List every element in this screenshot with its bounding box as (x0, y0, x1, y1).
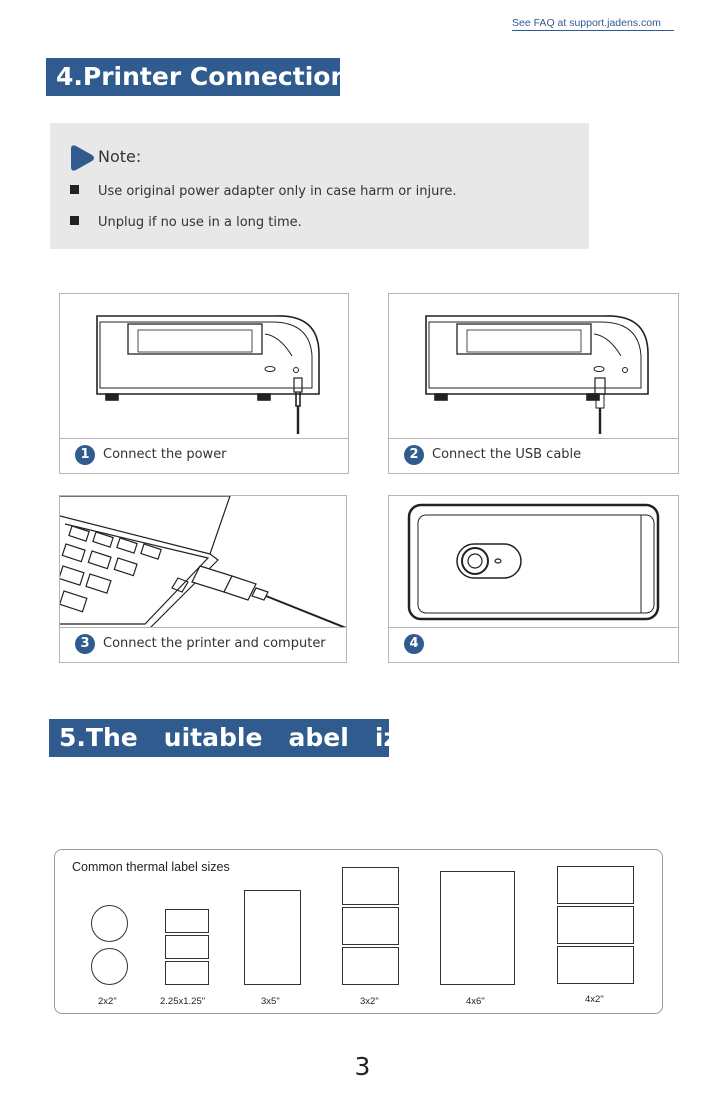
page-number: 3 (354, 1052, 371, 1081)
step-text: Connect the printer and computer (103, 636, 326, 651)
bullet-icon (70, 216, 79, 225)
label-shape (440, 871, 515, 985)
label-box-title: Common thermal label sizes (72, 860, 230, 874)
step-caption (389, 627, 678, 662)
bullet-icon (70, 185, 79, 194)
note-item (70, 184, 457, 199)
step-panel-power (59, 293, 349, 474)
laptop-usb-illustration (60, 496, 346, 628)
step-number-badge: 4 (404, 634, 424, 654)
faq-link[interactable]: See FAQ at support.jadens.com (512, 17, 674, 31)
label-shape (91, 905, 128, 942)
label-shape (342, 947, 399, 985)
step-number-badge: 2 (404, 445, 424, 465)
printer-usb-illustration (389, 294, 678, 439)
note-item-text: Unplug if no use in a long time. (98, 215, 302, 230)
label-shape (165, 909, 209, 933)
section-title-label-size: 5.The uitable abel ize (49, 719, 389, 757)
step-number-badge: 1 (75, 445, 95, 465)
printer-power-illustration (60, 294, 348, 439)
size-label: 4x2" (585, 994, 604, 1005)
size-label: 3x2" (360, 996, 379, 1007)
note-item-text: Use original power adapter only in case harm or injure. (98, 184, 457, 199)
section-title-printer-connection: 4.Printer Connection (46, 58, 340, 96)
note-title: Note: (98, 147, 142, 166)
printer-top-view-illustration (389, 496, 678, 628)
note-item (70, 215, 302, 230)
label-shape (342, 907, 399, 945)
step-caption (60, 627, 346, 662)
label-shape (342, 867, 399, 905)
size-label: 2.25x1.25" (160, 996, 206, 1007)
note-box (50, 123, 589, 249)
label-shape (557, 946, 634, 984)
size-label: 2x2" (98, 996, 117, 1007)
step-text: Connect the USB cable (432, 447, 582, 462)
step-panel-usb (388, 293, 679, 474)
step-panel-computer (59, 495, 347, 663)
step-panel-power-on (388, 495, 679, 663)
step-caption (389, 438, 678, 473)
step-caption (60, 438, 348, 473)
step-text: Connect the power (103, 447, 227, 462)
label-sizes-box (54, 849, 663, 1014)
label-shape (91, 948, 128, 985)
label-shape (557, 906, 634, 944)
label-shape (165, 935, 209, 959)
label-shape (244, 890, 301, 985)
size-label: 4x6" (466, 996, 485, 1007)
label-shape (165, 961, 209, 985)
size-label: 3x5" (261, 996, 280, 1007)
step-number-badge: 3 (75, 634, 95, 654)
label-shape (557, 866, 634, 904)
note-arrow-icon (69, 143, 95, 173)
